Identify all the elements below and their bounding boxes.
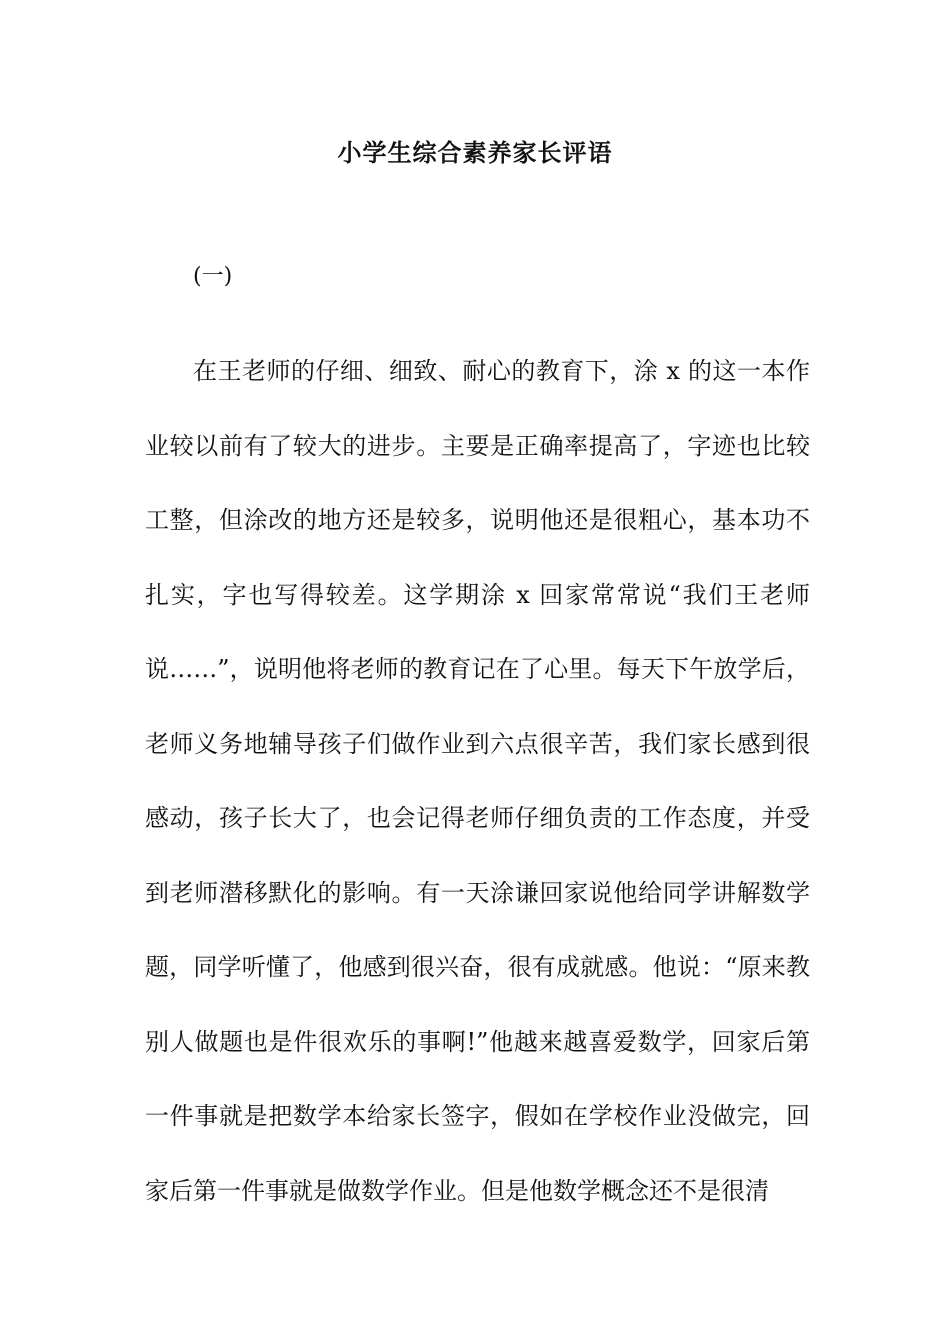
body-paragraph: 在王老师的仔细、细致、耐心的教育下，涂 x 的这一本作业较以前有了较大的进步。主要是正确率提高了，字迹也比较工整，但涂改的地方还是较多，说明他还是很粗心，基本功不扎实，字也写得较差。这学期涂 x 回家常常说“我们王老师说……”，说明他将老师的教育记在了心里。每天下午放学后，老师义务地辅导孩子们做作业到六点很辛苦，我们家长感到很感动，孩子长大了，也会记得老师仔细负责的工作态度，并受到老师潜移默化的影响。有一天涂谦回家说他给同学讲解数学题，同学听懂了，他感到很兴奋，很有成就感。他说：“原来教别人做题也是件很欢乐的事啊!”他越来越喜爱数学，回家后第一件事就是把数学本给家长签字，假如在学校作业没做完，回家后第一件事就是做数学作业。但是他数学概念还不是很清 — [145, 357, 810, 1205]
section-label: (一) — [193, 264, 233, 289]
document-title: 小学生综合素养家长评语 — [337, 138, 613, 167]
